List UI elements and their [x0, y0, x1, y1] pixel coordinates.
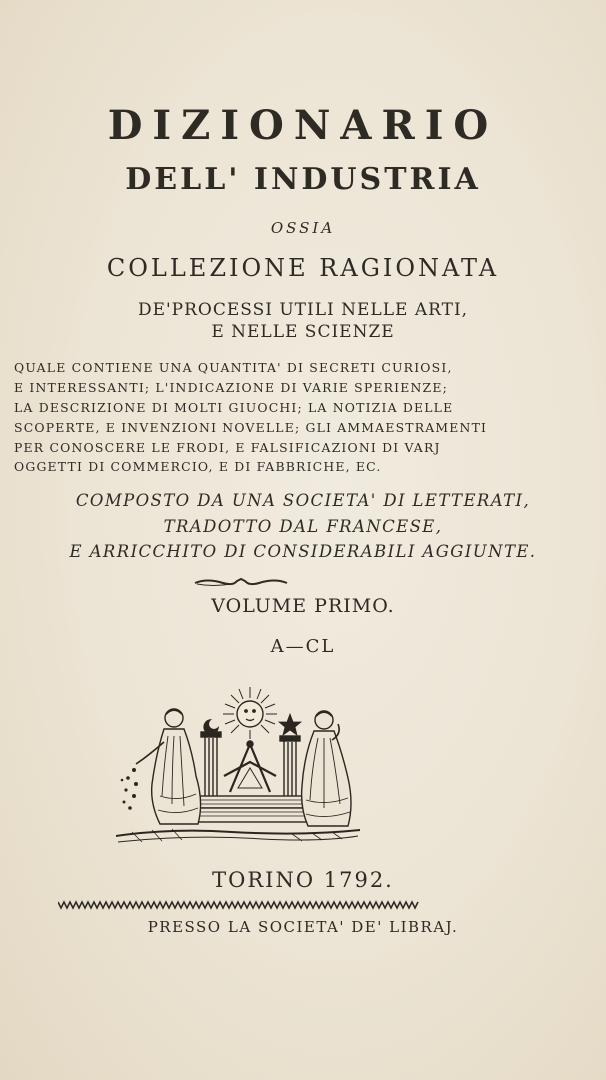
ornament-rule — [58, 899, 420, 911]
main-title: DIZIONARIO — [107, 102, 499, 149]
title-line-2: DELL' INDUSTRIA — [125, 162, 481, 197]
description-line: PER CONOSCERE LE FRODI, E FALSIFICAZIONI DI VARJ — [14, 440, 441, 455]
printers-device-vignette — [112, 684, 364, 850]
subtitle-line-1: DE'PROCESSI UTILI NELLE ARTI, — [137, 300, 469, 320]
volume-range: A—CL — [270, 636, 336, 657]
ornament-divider — [193, 576, 289, 590]
imprint-place-date: TORINO 1792. — [212, 868, 394, 892]
volume-label: VOLUME PRIMO. — [211, 595, 395, 617]
imprint-publisher: PRESSO LA SOCIETA' DE' LIBRAJ. — [147, 918, 459, 936]
authorship-line: E ARRICCHITO DI CONSIDERABILI AGGIUNTE. — [69, 542, 537, 561]
description-line: E INTERESSANTI; L'INDICAZIONE DI VARIE SPERIENZE; — [14, 380, 448, 395]
description-line: SCOPERTE, E INVENZIONI NOVELLE; GLI AMMAESTRAMENTI — [14, 420, 488, 435]
title-line-3: COLLEZIONE RAGIONATA — [106, 254, 500, 282]
authorship-line: TRADOTTO DAL FRANCESE, — [163, 517, 443, 536]
title-connector: OSSIA — [270, 219, 336, 237]
description-line: OGGETTI DI COMMERCIO, E DI FABBRICHE, EC. — [14, 459, 382, 474]
description-line: LA DESCRIZIONE DI MOLTI GIUOCHI; LA NOTIZIA DELLE — [14, 400, 454, 415]
subtitle-line-2: E NELLE SCIENZE — [211, 322, 395, 342]
authorship-line: COMPOSTO DA UNA SOCIETA' DI LETTERATI, — [75, 491, 531, 510]
description-line: QUALE CONTIENE UNA QUANTITA' DI SECRETI CURIOSI, — [14, 360, 453, 375]
